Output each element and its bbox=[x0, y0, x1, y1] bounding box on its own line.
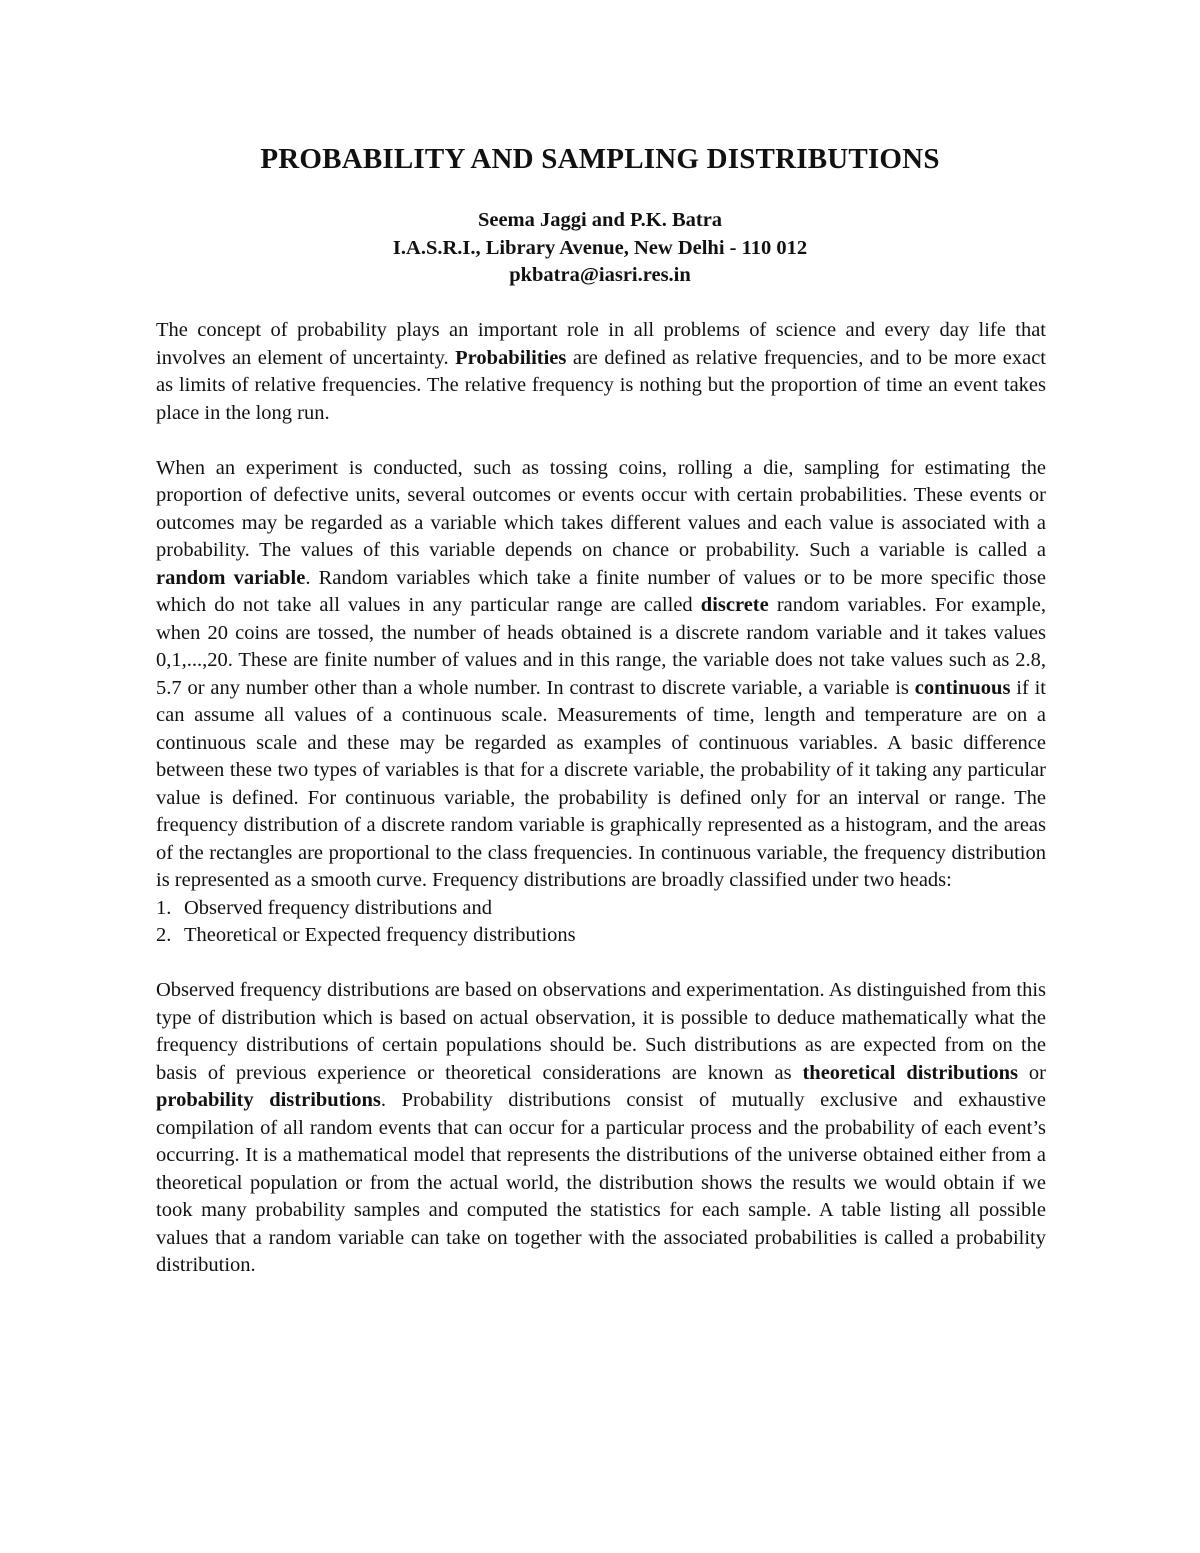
email: pkbatra@iasri.res.in bbox=[509, 264, 691, 286]
author-block bbox=[0, 207, 1200, 290]
paragraph-intro bbox=[156, 317, 1046, 427]
text-run: Observed frequency distributions are based on observations and experimentation. As distinguished from this type of distribution which is based on actual observation, it is possible to deduce mathematically what the frequency distributions of certain populations should be. Such distributions as are expected from on the basis of previous experience or theoretical considerations are known as bbox=[156, 979, 1046, 1084]
text-run: The concept of probability plays an important role in all problems of science and every day life that involves an element of uncertainty. bbox=[156, 319, 1046, 369]
author-names: Seema Jaggi and P.K. Batra bbox=[477, 209, 723, 231]
paragraph-random-variables bbox=[156, 455, 1046, 895]
affiliation: I.A.S.R.I., Library Avenue, New Delhi - 110 012 bbox=[392, 236, 808, 259]
term-random-variable: random variable bbox=[156, 566, 306, 589]
list-text: Observed frequency distributions and bbox=[184, 896, 492, 919]
text-run: are defined as relative frequencies, and to be more exact as limits of relative frequencies. The relative frequency is nothing but the proportion of time an event takes place in the long run. bbox=[156, 346, 1046, 424]
list-item bbox=[156, 895, 1046, 923]
body-text bbox=[156, 317, 1046, 1307]
text-run: random variables. For example, when 20 coins are tossed, the number of heads obtained is a discrete random variable and it takes values 0,1,...,20. These are finite number of values and in this range, the variable does not take values such as 2.8, 5.7 or any number other than a whole number. In contrast to discrete variable, a variable is bbox=[156, 594, 1046, 699]
term-continuous: continuous bbox=[914, 676, 1011, 699]
text-run: . Probability distributions consist of mutually exclusive and exhaustive compilation of all random events that can occur for a particular process and the probability of each event’s occurring. It is a mathematical model that represents the distributions of the universe obtained either from a theoretical population or from the actual world, the distribution shows the results we would obtain if we took many probability samples and computed the statistics for each sample. A table listing all possible values that a random variable can take on together with the associated probabilities is called a probability distribution. bbox=[156, 1089, 1047, 1276]
distribution-types-list bbox=[156, 895, 1046, 950]
term-theoretical-distributions: theoretical distributions bbox=[802, 1061, 1018, 1084]
text-run: When an experiment is conducted, such as tossing coins, rolling a die, sampling for estimating the proportion of defective units, several outcomes or events occur with certain probabilities. These events or outcomes may be regarded as a variable which takes different values and each value is associated with a probability. The values of this variable depends on chance or probability. Such a variable is called a bbox=[156, 456, 1046, 561]
list-item bbox=[156, 922, 1046, 950]
paragraph-observed-distributions bbox=[156, 977, 1046, 1280]
term-probability-distributions: probability distributions bbox=[156, 1089, 381, 1111]
paper-title: PROBABILITY AND SAMPLING DISTRIBUTIONS bbox=[260, 143, 940, 175]
text-run: . Random variables which take a finite number of values or to be more specific those which do not take all values in any particular range are called bbox=[156, 566, 1046, 616]
term-probabilities: Probabilities bbox=[455, 346, 567, 369]
text-run: if it can assume all values of a continuous scale. Measurements of time, length and temperature are on a continuous scale and these may be regarded as examples of continuous variables. A basic difference between these two types of variables is that for a discrete variable, the probability of it taking any particular value is defined. For continuous variable, the probability is defined only for an interval or range. The frequency distribution of a discrete random variable is graphically represented as a histogram, and the areas of the rectangles are proportional to the class frequencies. In continuous variable, the frequency distribution is represented as a smooth curve. Frequency distributions are broadly classified under two heads: bbox=[156, 676, 1046, 891]
list-text: Theoretical or Expected frequency distributions bbox=[184, 924, 576, 946]
list-number: 1. bbox=[156, 896, 172, 919]
list-number: 2. bbox=[156, 924, 172, 946]
text-run: or bbox=[1018, 1061, 1046, 1084]
term-discrete: discrete bbox=[700, 594, 769, 616]
